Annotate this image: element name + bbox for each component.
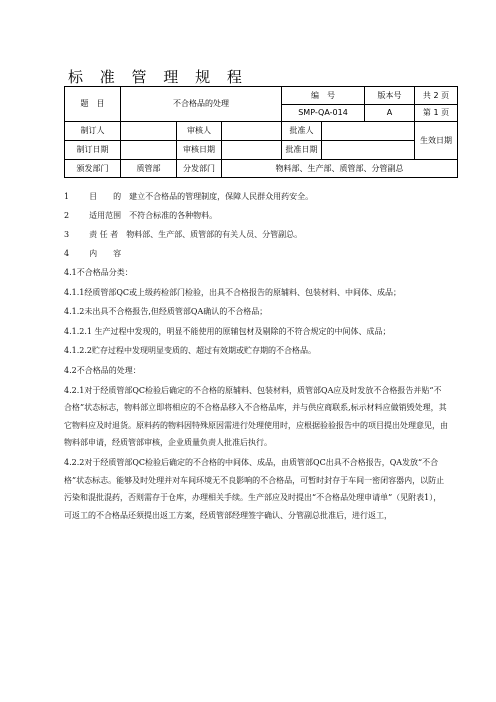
version-label: 版本号 — [365, 87, 415, 105]
paragraph: 4.1.2.1 生产过程中发现的，明显不能使用的原辅包材及剔除的不符合规定的中间体、成品； — [64, 326, 391, 336]
issuer-value: 质管部 — [121, 160, 177, 178]
section-number: 1 — [64, 192, 70, 201]
code-value: SMP-QA-014 — [282, 105, 365, 122]
page-current: 第 1 页 — [415, 105, 458, 122]
section-number: 2 — [64, 211, 70, 220]
section-key: 责 任 者 — [89, 230, 119, 239]
author-value — [121, 122, 177, 141]
document-body — [64, 188, 448, 526]
header-table — [64, 86, 458, 178]
section-value: 物料部、生产部、质管部的有关人员、分管副总。 — [126, 230, 303, 239]
document-title: 标 准 管 理 规 程 — [68, 68, 248, 86]
section-number: 4 — [64, 249, 70, 258]
title-label: 题 目 — [65, 87, 121, 122]
paragraph: 4.1不合格品分类： — [64, 268, 133, 277]
approver-label: 批准人 — [282, 122, 322, 141]
reviewer-value — [222, 122, 282, 141]
review-date-value — [222, 141, 282, 160]
review-date-label: 审核日期 — [177, 141, 222, 160]
paragraph: 4.1.2.2贮存过程中发现明显变质的、超过有效期或贮存期的不合格品。 — [64, 346, 316, 356]
dist-value: 物料部、生产部、质管部、分管副总 — [222, 160, 458, 178]
section-scope — [64, 207, 448, 224]
section-responsible — [64, 226, 448, 243]
title-value: 不合格品的处理 — [121, 87, 282, 122]
paragraph: 4.1.1经质管部QC或上级药检部门检验，出具不合格报告的原辅料、包装材料、中间体、成品； — [64, 287, 402, 297]
section-content — [64, 245, 448, 262]
approve-date-value — [322, 141, 415, 160]
author-date-value — [121, 141, 177, 160]
paragraph: 4.2.1对于经质管部QC检验后确定的不合格的原辅料、包装材料，质管部QA应及时发放不合格报告并贴“不合格”状态标志，物料部立即将相应的不合格品移入不合格品库，并与供应商联系,标示材料应做销毁处理，其它物料应及时退货。原料药的物料因特殊原因需进行处理使用时，应根据验验报告中的项目提出处理意见，由物料部申请，经质管部审核，企业质量负责人批准后执行。 — [64, 385, 448, 448]
section-purpose — [64, 188, 448, 205]
version-value: A — [365, 105, 415, 122]
pages-total: 共 2 页 — [415, 87, 458, 105]
section-key: 适用范围 — [89, 211, 122, 220]
section-value: 不符合标准的各种物料。 — [129, 211, 218, 220]
author-label: 制订人 — [65, 122, 121, 141]
dist-label: 分发部门 — [177, 160, 222, 178]
reviewer-label: 审核人 — [177, 122, 222, 141]
paragraph: 4.2.2对于经质管部QC检验后确定的不合格的中间体、成品，由质管部QC出具不合格报告，QA发放“不合格”状态标志。能够及时处理并对车间环境无不良影响的不合格品，可暂时封存于车间一密闭容器内，以防止污染和混批混药，否则需存于仓库，办理相关手续。生产部应及时提出“不合格品处理申请单”（见附表1），可返工的不合格品还须提出返工方案，经质管部经理签字确认、分管副总批准后，进行返工， — [64, 457, 445, 520]
approver-value — [322, 122, 415, 141]
effective-date-label: 生效日期 — [415, 122, 458, 160]
paragraph: 4.2不合格品的处理： — [64, 365, 141, 375]
approve-date-label: 批准日期 — [282, 141, 322, 160]
paragraph: 4.1.2未出具不合格报告,但经质管部QA确认的不合格品； — [64, 307, 268, 317]
code-label: 编 号 — [282, 87, 365, 105]
section-key: 目 的 — [89, 192, 122, 201]
section-value: 建立不合格品的管理制度，保障人民群众用药安全。 — [129, 192, 314, 201]
section-number: 3 — [64, 230, 70, 239]
author-date-label: 制订日期 — [65, 141, 121, 160]
section-key: 内 容 — [89, 249, 122, 258]
issuer-label: 颁发部门 — [65, 160, 121, 178]
